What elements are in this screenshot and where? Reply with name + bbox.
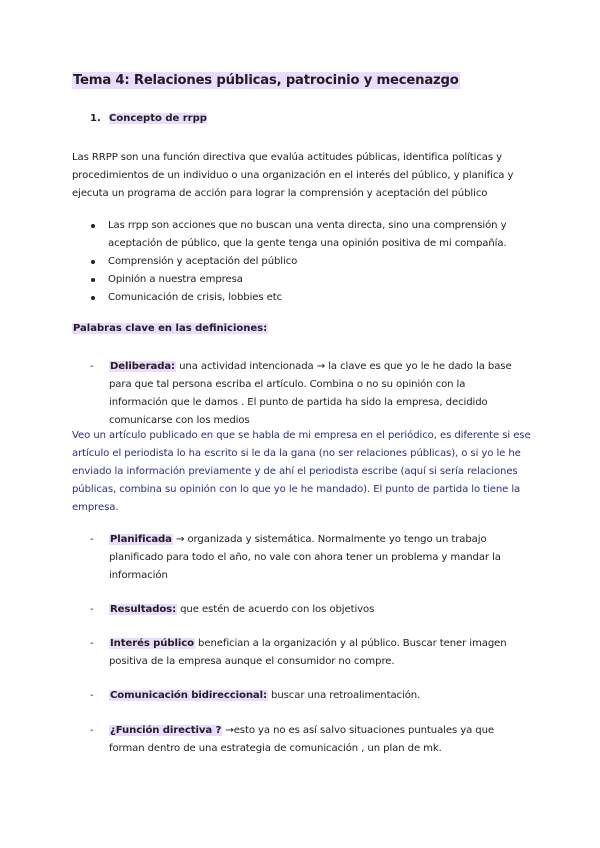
keyword-term: Planificada — [110, 534, 172, 545]
section-heading — [90, 113, 207, 124]
keyword-text: benefician a la organización y al público. Buscar tener imagen positiva de la empresa aunque el consumidor no compre. — [109, 638, 507, 667]
dash-marker: - — [90, 361, 94, 372]
keyword-term: Interés público — [110, 638, 194, 649]
keyword-term: Resultados: — [110, 604, 177, 615]
intro-paragraph: Las RRPP son una función directiva que evalúa actitudes públicas, identifica políticas y procedimientos de un individuo o una organización en el interés del público, y planifica y ejecuta un programa de acción para lograr la comprensión y aceptación del público — [72, 152, 514, 199]
keyword-text: → organizada y sistemática. Normalmente yo tengo un trabajo planificado para todo el año, no vale con ahora tener un problema y mandar la información — [109, 534, 501, 581]
section-label: Concepto de rrpp — [109, 113, 207, 124]
keyword-item-funcion-directiva — [72, 722, 522, 758]
keyword-text: →esto ya no es así salvo situaciones puntuales ya que forman dentro de una estrategia de comunicación , un plan de mk. — [109, 725, 495, 754]
keyword-text: una actividad intencionada → la clave es que yo le he dado la base para que tal persona escriba el artículo. Combina o no su opinión con la información que le damos . El punto de partida ha sido la empresa, decidido comunicarse con los medios — [109, 361, 512, 426]
section-number: 1. — [90, 113, 101, 124]
bullet-list — [72, 217, 532, 307]
dash-marker: - — [90, 725, 94, 736]
keyword-text: que estén de acuerdo con los objetivos — [177, 604, 375, 615]
dash-marker: - — [90, 638, 94, 649]
keyword-term: Comunicación bidireccional: — [110, 690, 267, 701]
page-title: Tema 4: Relaciones públicas, patrocinio y mecenazgo — [73, 73, 459, 88]
keywords-heading: Palabras clave en las definiciones: — [73, 323, 268, 334]
list-item: Opinión a nuestra empresa — [72, 271, 532, 289]
keyword-term: Deliberada: — [110, 361, 175, 372]
keyword-text: buscar una retroalimentación. — [267, 690, 421, 701]
list-item: Comunicación de crisis, lobbies etc — [72, 289, 532, 307]
dash-marker: - — [90, 604, 94, 615]
list-item: Comprensión y aceptación del público — [72, 253, 532, 271]
keyword-item-deliberada — [72, 358, 522, 430]
keyword-item-planificada — [72, 531, 522, 585]
dash-marker: - — [90, 534, 94, 545]
list-item: Las rrpp son acciones que no buscan una venta directa, sino una comprensión y aceptación de público, que la gente tenga una opinión positiva de mi compañía. — [72, 217, 532, 253]
note-paragraph: Veo un artículo publicado en que se habla de mi empresa en el periódico, es diferente si ese artículo el periodista lo ha escrito si le da la gana (no ser relaciones públicas), o si yo le he enviado la información previamente y de ahí el periodista escribe (aquí si sería relaciones públicas, combina su opinión con lo que yo le he mandado). El punto de partida lo tiene la empresa. — [72, 430, 531, 513]
keyword-term: ¿Función directiva ? — [110, 725, 222, 736]
keyword-item-comunicacion-bidireccional — [72, 687, 522, 705]
keyword-item-resultados — [72, 601, 522, 619]
keyword-item-interes-publico — [72, 635, 522, 671]
dash-marker: - — [90, 690, 94, 701]
